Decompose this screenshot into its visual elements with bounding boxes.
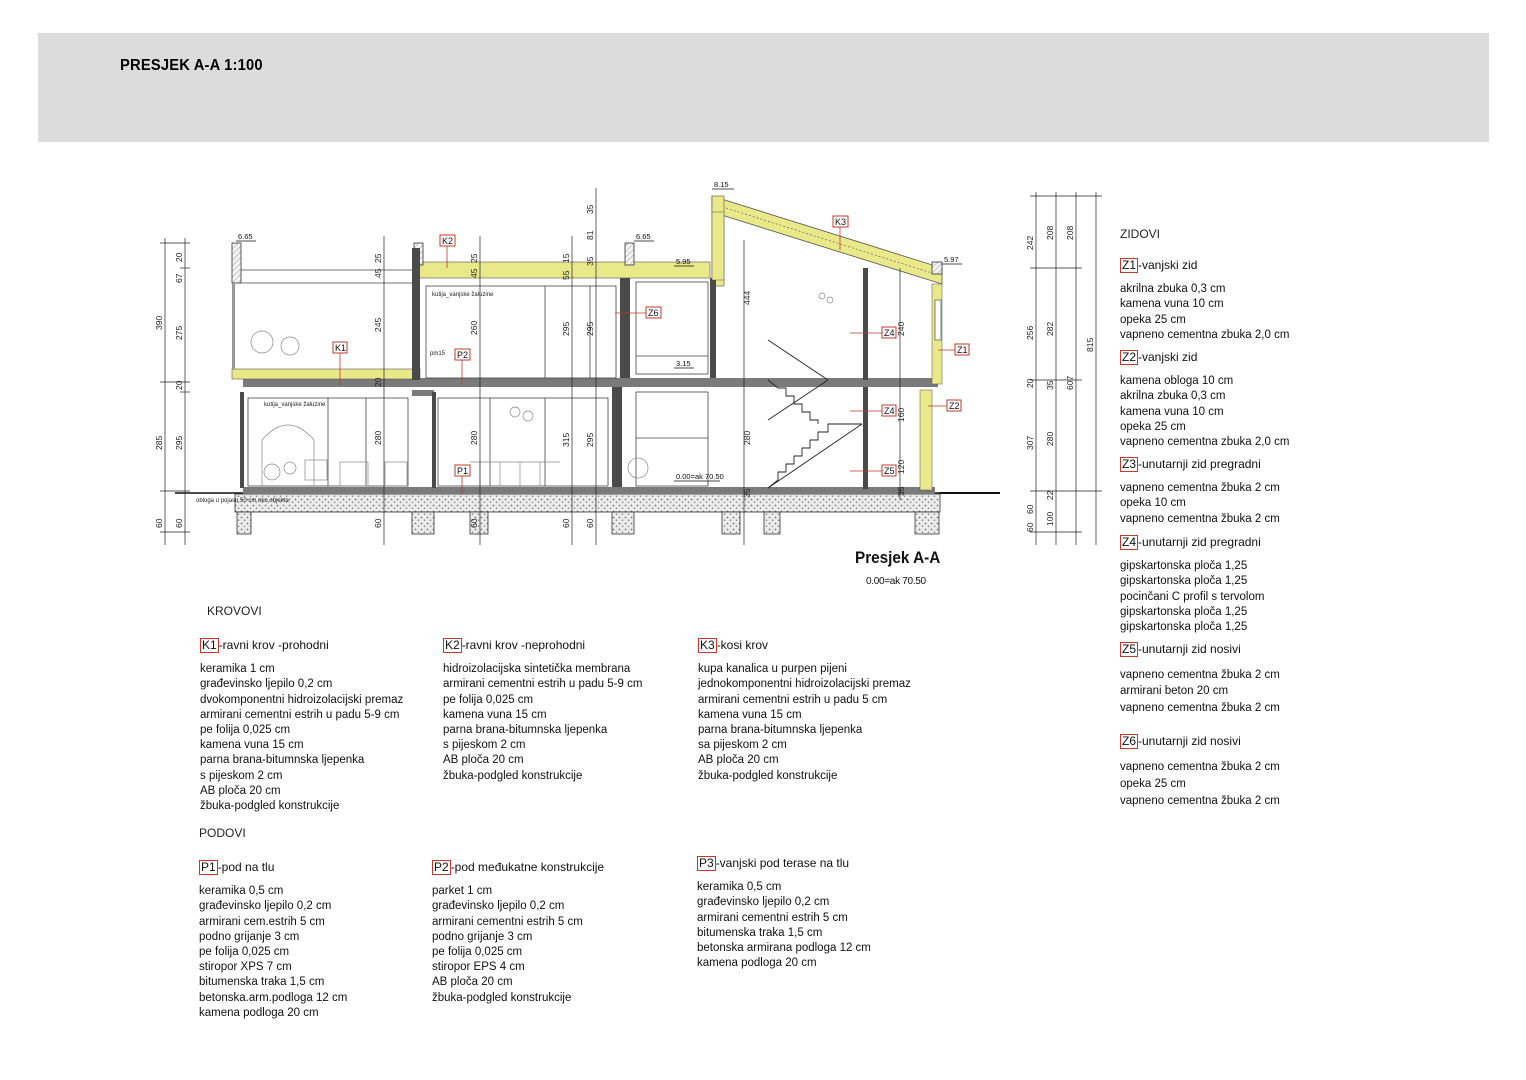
spec-layer: građevinsko ljepilo 0,2 cm xyxy=(199,900,332,913)
staircase xyxy=(768,340,862,488)
spec-layer: građevinsko ljepilo 0,2 cm xyxy=(200,678,333,691)
spec-code: K3 xyxy=(700,638,715,652)
dim-value: 444 xyxy=(742,290,752,305)
dim-value: 315 xyxy=(561,432,571,447)
spec-layer: opeka 25 cm xyxy=(1120,313,1186,326)
spec-layer: kamena obloga 10 cm xyxy=(1120,375,1234,388)
walls-heading: ZIDOVI xyxy=(1120,227,1161,241)
spec-layer: armirani cementni estrih u padu 5 cm xyxy=(698,693,888,706)
dim-value: 35 xyxy=(1045,380,1055,390)
dim-value: 60 xyxy=(174,518,184,528)
dim-value: 60 xyxy=(561,518,571,528)
spec-layer: AB ploča 20 cm xyxy=(200,784,281,797)
dim-value: 20 xyxy=(373,377,383,387)
spec-layer: s pijeskom 2 cm xyxy=(200,769,283,782)
dimension-values-right xyxy=(1025,226,1095,532)
spec-layer: kamena podloga 20 cm xyxy=(697,957,817,970)
spec-layer: vapneno cementna žbuka 2 cm xyxy=(1120,668,1280,681)
note-text: kutija_vanjske žaluzine xyxy=(432,292,494,298)
spec-layer: gipskartonska ploča 1,25 xyxy=(1120,575,1248,588)
spec-layer: jednokomponentni hidroizolacijski premaz xyxy=(698,678,911,691)
spec-code: Z6 xyxy=(1122,734,1137,748)
dim-value: 60 xyxy=(1025,522,1035,532)
dim-value: 275 xyxy=(174,325,184,340)
spec-layer: armirani beton 20 cm xyxy=(1120,685,1229,697)
spec-z1 xyxy=(1120,258,1340,343)
spec-layer: vapneno cementna žbuka 2 cm xyxy=(1120,701,1280,714)
spec-layer: akrilna zbuka 0,3 cm xyxy=(1120,283,1226,296)
furniture xyxy=(251,290,833,486)
spec-layer: hidroizolacijska sintetička membrana xyxy=(443,663,631,676)
dimensions-left xyxy=(160,238,190,545)
tag-label: Z1 xyxy=(957,345,968,355)
spec-code: K1 xyxy=(202,638,217,652)
spec-layer: betonska.arm.podloga 12 cm xyxy=(199,991,348,1004)
spec-layer: vapneno cementna žbuka 2 cm xyxy=(1120,512,1280,525)
spec-layer: opeka 10 cm xyxy=(1120,497,1186,510)
section-title: Presjek A-A xyxy=(855,548,941,567)
note-text: kutija_vanjske žaluzine xyxy=(264,402,326,408)
dim-value: 295 xyxy=(174,435,184,450)
spec-title: -unutarnji zid nosivi xyxy=(1138,642,1241,656)
spec-layer: kamena vuna 10 cm xyxy=(1120,298,1224,311)
spec-layer: vapneno cementna žbuka 2 cm xyxy=(1120,795,1280,807)
roof-terrace-k1 xyxy=(232,243,420,379)
dim-value: 160 xyxy=(896,407,906,422)
spec-layer: sa pijeskom 2 cm xyxy=(698,739,787,752)
spec-layer: vapneno cementna žbuka 2 cm xyxy=(1120,482,1280,495)
spec-title: -unutarnji zid pregradni xyxy=(1138,457,1261,471)
spec-p2 xyxy=(432,860,672,1006)
dim-value: 208 xyxy=(1045,225,1055,240)
spec-layer: keramika 1 cm xyxy=(200,663,275,676)
dimension-values-left xyxy=(154,252,184,528)
dim-value: 285 xyxy=(154,435,164,450)
spec-code: Z3 xyxy=(1122,457,1137,471)
spec-layer: opeka 25 cm xyxy=(1120,778,1186,790)
dim-value: 307 xyxy=(1025,435,1035,450)
spec-p1 xyxy=(199,860,429,1021)
spec-layer: parna brana-bitumnska ljepenka xyxy=(698,724,863,737)
tag-label: Z4 xyxy=(884,328,895,338)
spec-layer: armirani cementni estrih 5 cm xyxy=(697,911,848,924)
dim-value: 35 xyxy=(896,486,906,496)
spec-layer: kamena podloga 20 cm xyxy=(199,1006,319,1019)
spec-layer: žbuka-podgled konstrukcije xyxy=(698,769,838,782)
dim-value: 45 xyxy=(469,268,479,278)
spec-k3 xyxy=(698,638,938,784)
dimension-values-middle xyxy=(373,204,906,528)
dim-value: 25 xyxy=(373,253,383,263)
spec-title: -ravni krov -neprohodni xyxy=(461,638,586,652)
spec-layer: stiropor EPS 4 cm xyxy=(432,961,525,974)
dim-value: 60 xyxy=(585,518,595,528)
dim-value: 280 xyxy=(373,430,383,445)
spec-title: -ravni krov -prohodni xyxy=(218,638,329,652)
spec-layer: gipskartonska ploča 1,25 xyxy=(1120,560,1248,573)
spec-title: -vanjski zid xyxy=(1138,350,1198,364)
spec-layer: bitumenska traka 1,5 cm xyxy=(199,976,325,989)
spec-layer: armirani cementni estrih u padu 5-9 cm xyxy=(200,708,400,721)
spec-layer: keramika 0,5 cm xyxy=(697,881,782,894)
dim-value: 260 xyxy=(469,320,479,335)
spec-layer: građevinsko ljepilo 0,2 cm xyxy=(697,896,830,909)
spec-layer: vapneno cementna zbuka 2,0 cm xyxy=(1120,328,1290,341)
tag-label: P2 xyxy=(457,350,469,360)
spec-code: Z2 xyxy=(1122,350,1137,364)
spec-title: -pod na tlu xyxy=(217,860,275,874)
spec-code: K2 xyxy=(445,638,460,652)
tag-label: Z4 xyxy=(884,406,895,416)
dim-value: 35 xyxy=(585,204,595,214)
tag-label: K3 xyxy=(835,217,847,227)
spec-title: -kosi krov xyxy=(716,638,769,652)
dim-value: 45 xyxy=(373,268,383,278)
tag-label: Z5 xyxy=(884,466,895,476)
spec-k2 xyxy=(443,638,673,784)
level-label: 6.65 xyxy=(238,232,253,241)
spec-layer: parna brana-bitumnska ljepenka xyxy=(200,754,365,767)
spec-layer: AB ploča 20 cm xyxy=(432,976,513,989)
dim-value: 60 xyxy=(1025,504,1035,514)
spec-z2 xyxy=(1120,350,1340,450)
dim-value: 295 xyxy=(585,321,595,336)
tag-label: Z2 xyxy=(949,401,960,411)
spec-layer: pe folija 0,025 cm xyxy=(199,946,290,959)
spec-layer: stiropor XPS 7 cm xyxy=(199,961,292,974)
dim-value: 208 xyxy=(1065,225,1075,240)
spec-layer: AB ploča 20 cm xyxy=(443,754,524,767)
level-markers xyxy=(236,180,962,481)
note-text: obloga u pojasu 50 cm oko objekta xyxy=(196,498,289,504)
spec-layer: akrilna zbuka 0,3 cm xyxy=(1120,390,1226,403)
spec-code: P3 xyxy=(699,856,714,870)
dim-value: 607 xyxy=(1065,375,1075,390)
spec-layer: keramika 0,5 cm xyxy=(199,885,284,898)
dim-value: 242 xyxy=(1025,235,1035,250)
dim-value: 60 xyxy=(373,518,383,528)
spec-z5 xyxy=(1120,641,1340,716)
dim-value: 280 xyxy=(1045,431,1055,446)
spec-layer: kamena vuna 15 cm xyxy=(443,708,547,721)
spec-layer: parket 1 cm xyxy=(432,885,493,898)
dim-value: 20 xyxy=(1025,378,1035,388)
dim-value: 67 xyxy=(174,273,184,283)
spec-layer: podno grijanje 3 cm xyxy=(199,930,300,943)
spec-layer: parna brana-bitumnska ljepenka xyxy=(443,724,608,737)
tag-label: K1 xyxy=(335,343,347,353)
spec-k1 xyxy=(200,638,430,814)
dim-value: 35 xyxy=(585,256,595,266)
spec-layer: bitumenska traka 1,5 cm xyxy=(697,926,823,939)
spec-layer: dvokomponentni hidroizolacijski premaz xyxy=(200,693,404,706)
spec-title: -pod međukatne konstrukcije xyxy=(450,860,605,874)
spec-title: -unutarnji zid pregradni xyxy=(1138,535,1261,549)
level-label: 8.15 xyxy=(714,180,729,189)
dim-value: 240 xyxy=(896,321,906,336)
spec-layer: žbuka-podgled konstrukcije xyxy=(443,769,583,782)
dim-value: 20 xyxy=(174,380,184,390)
dim-value: 120 xyxy=(896,459,906,474)
spec-p3 xyxy=(697,856,947,971)
spec-layer: gipskartonska ploča 1,25 xyxy=(1120,605,1248,618)
spec-layer: pe folija 0,025 cm xyxy=(200,724,291,737)
dim-value: 35 xyxy=(742,488,752,498)
note-text: pm15 xyxy=(430,351,446,357)
spec-z3 xyxy=(1120,457,1340,527)
spec-layer: opeka 25 cm xyxy=(1120,420,1186,433)
spec-layer: građevinsko ljepilo 0,2 cm xyxy=(432,900,565,913)
spec-title: -unutarnji zid nosivi xyxy=(1138,734,1241,748)
spec-layer: vapneno cementna zbuka 2,0 cm xyxy=(1120,436,1290,449)
spec-layer: kamena vuna 15 cm xyxy=(698,708,802,721)
spec-layer: betonska armirana podloga 12 cm xyxy=(697,942,871,955)
dim-value: 390 xyxy=(154,315,164,330)
tag-label: K2 xyxy=(442,236,454,246)
dim-value: 295 xyxy=(561,321,571,336)
level-label: 0.00=ak 70.50 xyxy=(676,472,724,481)
dim-value: 280 xyxy=(469,430,479,445)
dim-value: 81 xyxy=(585,230,595,240)
spec-layer: armirani cem.estrih 5 cm xyxy=(199,915,325,928)
dim-value: 100 xyxy=(1045,511,1055,526)
dim-value: 60 xyxy=(469,518,479,528)
spec-code: Z5 xyxy=(1122,642,1137,656)
dim-value: 282 xyxy=(1045,321,1055,336)
spec-z6 xyxy=(1120,733,1340,810)
level-label: 5.97 xyxy=(944,255,959,264)
spec-layer: armirani cementni estrih u padu 5-9 cm xyxy=(443,678,643,691)
spec-layer: vapneno cementna žbuka 2 cm xyxy=(1120,761,1280,773)
spec-layer: AB ploča 20 cm xyxy=(698,754,779,767)
spec-title: -vanjski pod terase na tlu xyxy=(715,856,850,870)
spec-code: P2 xyxy=(434,860,449,874)
spec-layer: pe folija 0,025 cm xyxy=(443,693,534,706)
spec-layer: s pijeskom 2 cm xyxy=(443,739,526,752)
spec-layer: kamena vuna 15 cm xyxy=(200,739,304,752)
spec-layer: pe folija 0,025 cm xyxy=(432,946,523,959)
level-label: 6.65 xyxy=(636,232,651,241)
spec-code: Z1 xyxy=(1122,258,1137,272)
dim-value: 55 xyxy=(561,270,571,280)
dimensions-right xyxy=(1030,192,1102,545)
spec-z4 xyxy=(1120,535,1340,635)
ground-slab xyxy=(243,487,935,494)
spec-layer: žbuka-podgled konstrukcije xyxy=(432,991,572,1004)
floors-heading: PODOVI xyxy=(199,826,246,840)
dim-value: 295 xyxy=(585,432,595,447)
spec-layer: podno grijanje 3 cm xyxy=(432,930,533,943)
spec-code: P1 xyxy=(201,860,216,874)
sheet-title: PRESJEK A-A 1:100 xyxy=(120,57,263,74)
spec-layer: gipskartonska ploča 1,25 xyxy=(1120,621,1248,634)
spec-title: -vanjski zid xyxy=(1138,258,1198,272)
spec-layer: žbuka-podgled konstrukcije xyxy=(200,800,340,813)
spec-layer: kupa kanalica u purpen pijeni xyxy=(698,663,847,676)
dim-value: 25 xyxy=(469,253,479,263)
dim-value: 60 xyxy=(154,518,164,528)
spec-code: Z4 xyxy=(1122,535,1137,549)
spec-layer: pocinčani C profil s tervolom xyxy=(1120,590,1265,603)
dim-value: 815 xyxy=(1085,337,1095,352)
tag-label: Z6 xyxy=(648,308,659,318)
intermediate-slab xyxy=(243,378,938,387)
dim-value: 256 xyxy=(1025,325,1035,340)
spec-layer: armirani cementni estrih 5 cm xyxy=(432,915,583,928)
section-reference: 0.00=ak 70.50 xyxy=(866,576,926,587)
dim-value: 280 xyxy=(742,430,752,445)
dim-value: 20 xyxy=(174,252,184,262)
dim-value: 245 xyxy=(373,317,383,332)
dim-value: 22 xyxy=(1045,490,1055,500)
level-label: 3.15 xyxy=(676,359,691,368)
tag-label: P1 xyxy=(457,466,469,476)
roof-k3 xyxy=(712,196,942,286)
level-label: 5.95 xyxy=(676,257,691,266)
roofs-heading: KROVOVI xyxy=(207,604,262,618)
spec-layer: kamena vuna 10 cm xyxy=(1120,405,1224,418)
dim-value: 15 xyxy=(561,253,571,263)
